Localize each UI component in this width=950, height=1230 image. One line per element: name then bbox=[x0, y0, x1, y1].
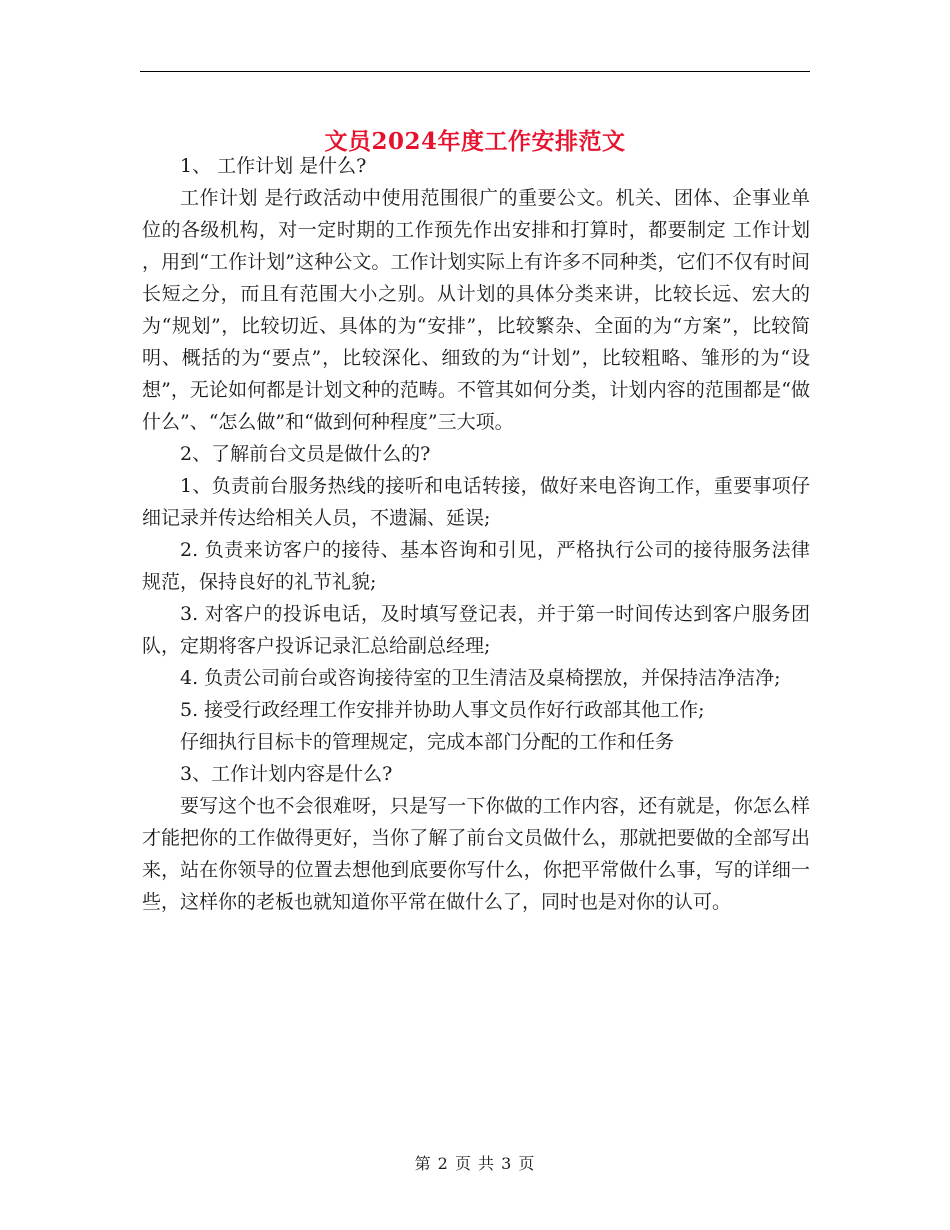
paragraph-work-plan-definition: 工作计划 是行政活动中使用范围很广的重要公文。机关、团体、企事业单位的各级机构，对一定时期的工作预先作出安排和打算时，都要制定 工作计划 ，用到“工作计划”这种公文。工作计划实际上有许多不同种类，它们不仅有时间长短之分，而且有范围大小之别。从计划的具体分类来讲，比较长远、宏大的为“规划”，比较切近、具体的为“安排”，比较繁杂、全面的为“方案”，比较简明、概括的为“要点”，比较深化、细致的为“计划”，比较粗略、雏形的为“设想”，无论如何都是计划文种的范畴。不管其如何分类，计划内容的范围都是“做什么”、“怎么做”和“做到何种程度”三大项。 bbox=[142, 187, 810, 433]
duty-item-3: 3. 对客户的投诉电话，及时填写登记表，并于第一时间传达到客户服务团队，定期将客户投诉记录汇总给副总经理; bbox=[142, 603, 810, 657]
duty-item-4: 4. 负责公司前台或咨询接待室的卫生清洁及桌椅摆放，并保持洁净洁净; bbox=[180, 667, 781, 689]
heading-work-plan-content: 3、工作计划内容是什么? bbox=[180, 763, 393, 785]
document-body bbox=[142, 150, 810, 918]
duty-item-5: 5. 接受行政经理工作安排并协助人事文员作好行政部其他工作; bbox=[180, 699, 705, 721]
heading-front-desk-duties: 2、了解前台文员是做什么的? bbox=[180, 443, 431, 465]
heading-what-is-work-plan: 1、 工作计划 是什么? bbox=[180, 155, 367, 177]
page-footer: 第 2 页 共 3 页 bbox=[414, 1154, 536, 1173]
header-rule bbox=[140, 71, 810, 72]
duty-item-1: 1、负责前台服务热线的接听和电话转接，做好来电咨询工作，重要事项仔细记录并传达给相关人员，不遗漏、延误; bbox=[142, 475, 810, 529]
paragraph-work-plan-content: 要写这个也不会很难呀，只是写一下你做的工作内容，还有就是，你怎么样才能把你的工作做得更好，当你了解了前台文员做什么，那就把要做的全部写出来，站在你领导的位置去想他到底要你写什么，你把平常做什么事，写的详细一些，这样你的老板也就知道你平常在做什么了，同时也是对你的认可。 bbox=[142, 795, 810, 913]
document-title: 文员2024年度工作安排范文 bbox=[324, 128, 626, 156]
duty-item-6: 仔细执行目标卡的管理规定，完成本部门分配的工作和任务 bbox=[180, 731, 675, 753]
duty-item-2: 2. 负责来访客户的接待、基本咨询和引见，严格执行公司的接待服务法律规范，保持良好的礼节礼貌; bbox=[142, 539, 810, 593]
